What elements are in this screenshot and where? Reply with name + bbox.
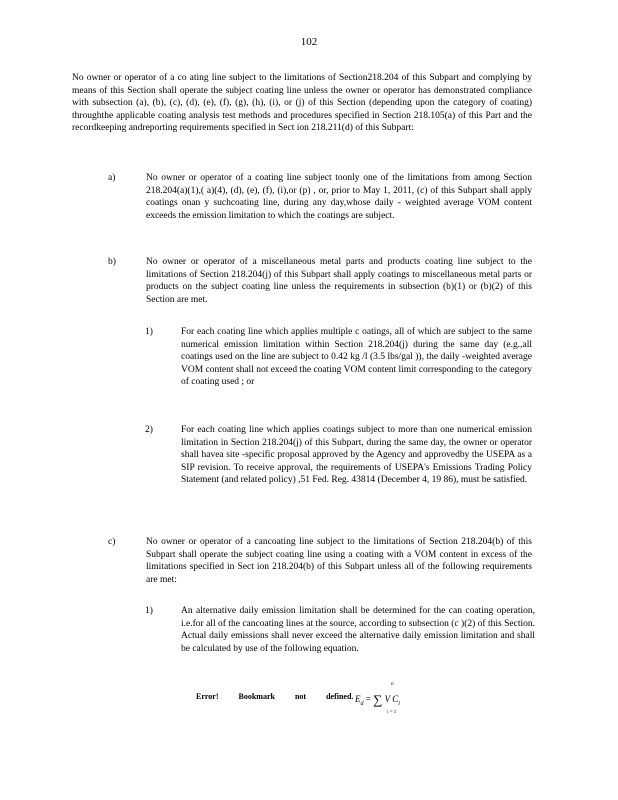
not-word: not (294, 692, 307, 701)
page-number: 102 (300, 36, 318, 48)
item-b-text: No owner or operator of a miscellaneous metal parts and products coating line subject to the limitations of Section 218.204(j) of this Subpart shall apply coatings to miscellaneous metal parts or products on the subject coating line unless the requirements in subsection (b)(1) or (b)(2) of this Section are met. (146, 257, 532, 305)
sum-lower-limit: i = 1 (387, 710, 397, 715)
item-c-text: No owner or operator of a cancoating line subject to the limitations of Section 218.204(b) of this Subpart shall operate the subject coating line using a coating with a VOM content in excess of the limitations specified in Sect ion 218.204(b) of this Subpart unless all of the following requirements are met: (146, 537, 532, 585)
sum-symbol: ∑ (373, 692, 383, 707)
emission-equation (355, 682, 400, 715)
item-c1-label: 1) (145, 606, 153, 616)
equation-term: V C (384, 694, 399, 705)
defined-word: defined. (326, 692, 354, 701)
equation-lhs-subscript: d (360, 700, 364, 707)
item-a-text: No owner or operator of a coating line subject toonly one of the limitations from among Section 218.204(a)(1),( a)(4), (d), (e), (f), (i),or (p) , or, prior to May 1, 2011, (c) of this Subpart shall apply coatings onan y suchcoating line, during any day,whose daily - weighted average VOM content exceeds the emission limitation to which the coatings are subject. (146, 173, 532, 221)
item-c1-text: An alternative daily emission limitation shall be determined for the can coating operation, i.e.for all of the cancoating lines at the source, according to subsection (c )(2) of this Section. Actual daily emissions shall never exceed the alternative daily emission limitation and shall be calculated by use of the following equation. (181, 606, 535, 654)
equation-term-subscript: i (398, 700, 400, 707)
item-c-label: c) (108, 537, 116, 547)
bookmark-word: Bookmark (238, 692, 275, 701)
sum-upper-limit: n (391, 682, 394, 687)
item-a-label: a) (108, 173, 116, 183)
error-word: Error! (196, 692, 219, 701)
equation-equals: = (365, 694, 371, 705)
intro-paragraph: No owner or operator of a co ating line subject to the limitations of Section218.204 of this Subpart and complying by means of this Section shall operate the subject coating line unless the owner or operator has demonstrated compliance with subsection (a), (b), (c), (d), (e), (f), (g), (h), (i), or (j) of this Section (depending upon the category of coating) throughthe applicable coating analysis test methods and procedures specified in Section 218.105(a) of this Part and the recordkeeping andreporting requirements specified in Sect ion 218.211(d) of this Subpart: (72, 73, 532, 134)
equation-lhs: E (355, 694, 361, 705)
item-b2-text: For each coating line which applies coatings subject to more than one numerical emission limitation in Section 218.204(j) of this Subpart, during the same day, the owner or operator shall havea site -specific proposal approved by the Agency and approvedby the USEPA as a SIP revision. To receive approval, the requirements of USEPA's Emissions Trading Policy Statement (and related policy) ,51 Fed. Reg. 43814 (December 4, 19 86), must be satisfied. (181, 425, 532, 486)
item-b2-label: 2) (145, 425, 153, 435)
equation-error-text (196, 692, 371, 701)
item-b1-label: 1) (145, 327, 153, 337)
item-b1-text: For each coating line which applies multiple c oatings, all of which are subject to the same numerical emission limitation within Section 218.204(j) during the same day (e.g.,all coatings used on the line are subject to 0.42 kg /l (3.5 lbs/gal )), the daily -weighted average VOM content shall not exceed the coating VOM content limit corresponding to the category of coating used ; or (181, 327, 532, 388)
item-b-label: b) (108, 257, 116, 267)
